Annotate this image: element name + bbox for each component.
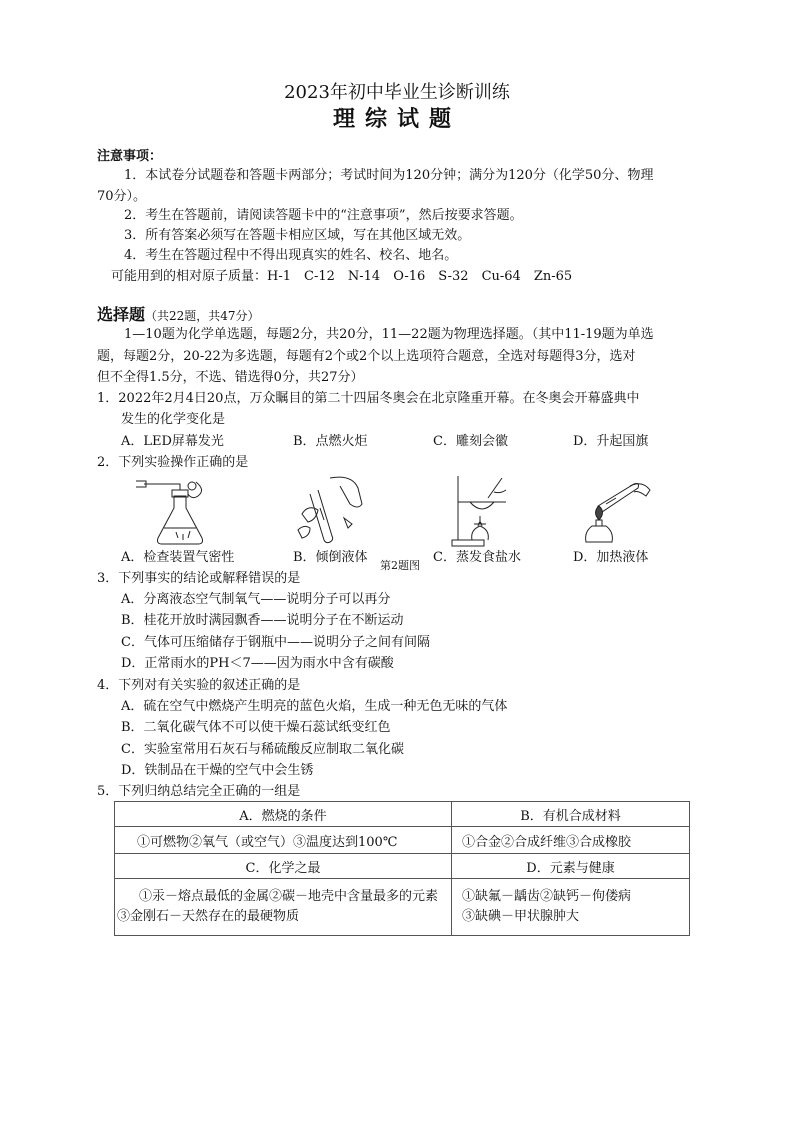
q4-stem: 4．下列对有关实验的叙述正确的是 bbox=[97, 678, 301, 693]
airtightness-check-figure bbox=[136, 476, 222, 548]
q3-option-d: D．正常雨水的PH＜7——因为雨水中含有碳酸 bbox=[121, 656, 394, 671]
q4-option-d: D．铁制品在干燥的空气中会生锈 bbox=[121, 763, 314, 778]
q1-stem-cont: 发生的化学变化是 bbox=[121, 412, 226, 427]
notes-heading: 注意事项： bbox=[97, 149, 163, 164]
q2-stem: 2．下列实验操作正确的是 bbox=[97, 455, 249, 470]
q3-option-c: C．气体可压缩储存于钢瓶中——说明分子之间有间隔 bbox=[121, 635, 430, 650]
evaporation-figure bbox=[448, 472, 526, 552]
q1-option-c: C．雕刻会徽 bbox=[433, 434, 508, 449]
exam-title: 2023年初中毕业生诊断训练 bbox=[284, 82, 510, 103]
q1-option-d: D．升起国旗 bbox=[573, 434, 649, 449]
q5-cell-d-head: D．元素与健康 bbox=[452, 854, 690, 879]
q3-option-b: B．桂花开放时满园飘香——说明分子在不断运动 bbox=[121, 613, 404, 628]
note-item-2: 2．考生在答题前，请阅读答题卡中的“注意事项”，然后按要求答题。 bbox=[124, 208, 523, 223]
q5-cell-c-body: ①汞－熔点最低的金属②碳－地壳中含量最多的元素③金刚石－天然存在的最硬物质 bbox=[115, 879, 452, 936]
section-title-text: 选择题 bbox=[97, 305, 146, 324]
q2-figure-caption: 第2题图 bbox=[380, 559, 420, 572]
q2-option-b: B．倾倒液体 bbox=[293, 550, 368, 565]
section-intro-2: 题，每题2分，20-22为多选题，每题有2个或2个以上选项符合题意，全选对每题得3分，选对 bbox=[97, 349, 636, 364]
q5-cell-c-head: C．化学之最 bbox=[115, 854, 452, 879]
q5-table bbox=[114, 801, 690, 936]
subject-title: 理综试题 bbox=[332, 106, 461, 132]
q1-option-b: B．点燃火炬 bbox=[293, 434, 368, 449]
q1-option-a: A．LED屏幕发光 bbox=[121, 434, 224, 449]
q3-stem: 3．下列事实的结论或解释错误的是 bbox=[97, 571, 301, 586]
q5-cell-a-head: A．燃烧的条件 bbox=[115, 802, 452, 827]
note-item-1: 1．本试卷分试题卷和答题卡两部分；考试时间为120分钟；满分为120分（化学50分、物理 bbox=[124, 168, 654, 183]
q5-cell-a-body: ①可燃物②氧气（或空气）③温度达到100℃ bbox=[115, 827, 452, 854]
heat-liquid-figure bbox=[572, 478, 656, 546]
section-intro-3: 但不全得1.5分，不选、错选得0分，共27分） bbox=[97, 370, 364, 385]
q5-cell-b-head: B．有机合成材料 bbox=[452, 802, 690, 827]
q5-cell-b-body: ①合金②合成纤维③合成橡胶 bbox=[452, 827, 690, 854]
q2-option-c: C．蒸发食盐水 bbox=[433, 550, 521, 565]
pour-liquid-figure bbox=[296, 474, 374, 548]
q1-stem: 1．2022年2月4日20点，万众瞩目的第二十四届冬奥会在北京隆重开幕。在冬奥会开幕盛典中 bbox=[97, 391, 640, 406]
q2-option-d: D．加热液体 bbox=[573, 550, 649, 565]
q5-cell-d-body bbox=[452, 879, 690, 936]
note-item-4: 4．考生在答题过程中不得出现真实的姓名、校名、地名。 bbox=[124, 248, 458, 263]
section-subtitle: （共22题，共47分） bbox=[145, 309, 260, 323]
note-item-1-cont: 70分）。 bbox=[97, 189, 147, 204]
q2-option-a: A．检查装置气密性 bbox=[121, 550, 235, 565]
q5-cell-d-line-2: ③缺碘－甲状腺肿大 bbox=[462, 909, 580, 924]
atomic-masses: 可能用到的相对原子质量：H-1 C-12 N-14 O-16 S-32 Cu-64 Zn-65 bbox=[111, 269, 573, 284]
q5-stem: 5．下列归纳总结完全正确的一组是 bbox=[97, 784, 301, 799]
section-intro-1: 1—10题为化学单选题，每题2分，共20分，11—22题为物理选择题。（其中11-19题为单选 bbox=[124, 327, 654, 342]
section-title bbox=[97, 302, 260, 325]
q3-option-a: A．分离液态空气制氧气——说明分子可以再分 bbox=[121, 592, 391, 607]
note-item-3: 3．所有答案必须写在答题卡相应区域，写在其他区域无效。 bbox=[124, 228, 471, 243]
q5-cell-d-line-1: ①缺氟－龋齿②缺钙－佝偻病 bbox=[462, 889, 632, 904]
q4-option-a: A．硫在空气中燃烧产生明亮的蓝色火焰，生成一种无色无味的气体 bbox=[121, 699, 508, 714]
q4-option-c: C．实验室常用石灰石与稀硫酸反应制取二氧化碳 bbox=[121, 742, 404, 757]
q4-option-b: B．二氧化碳气体不可以使干燥石蕊试纸变红色 bbox=[121, 720, 391, 735]
